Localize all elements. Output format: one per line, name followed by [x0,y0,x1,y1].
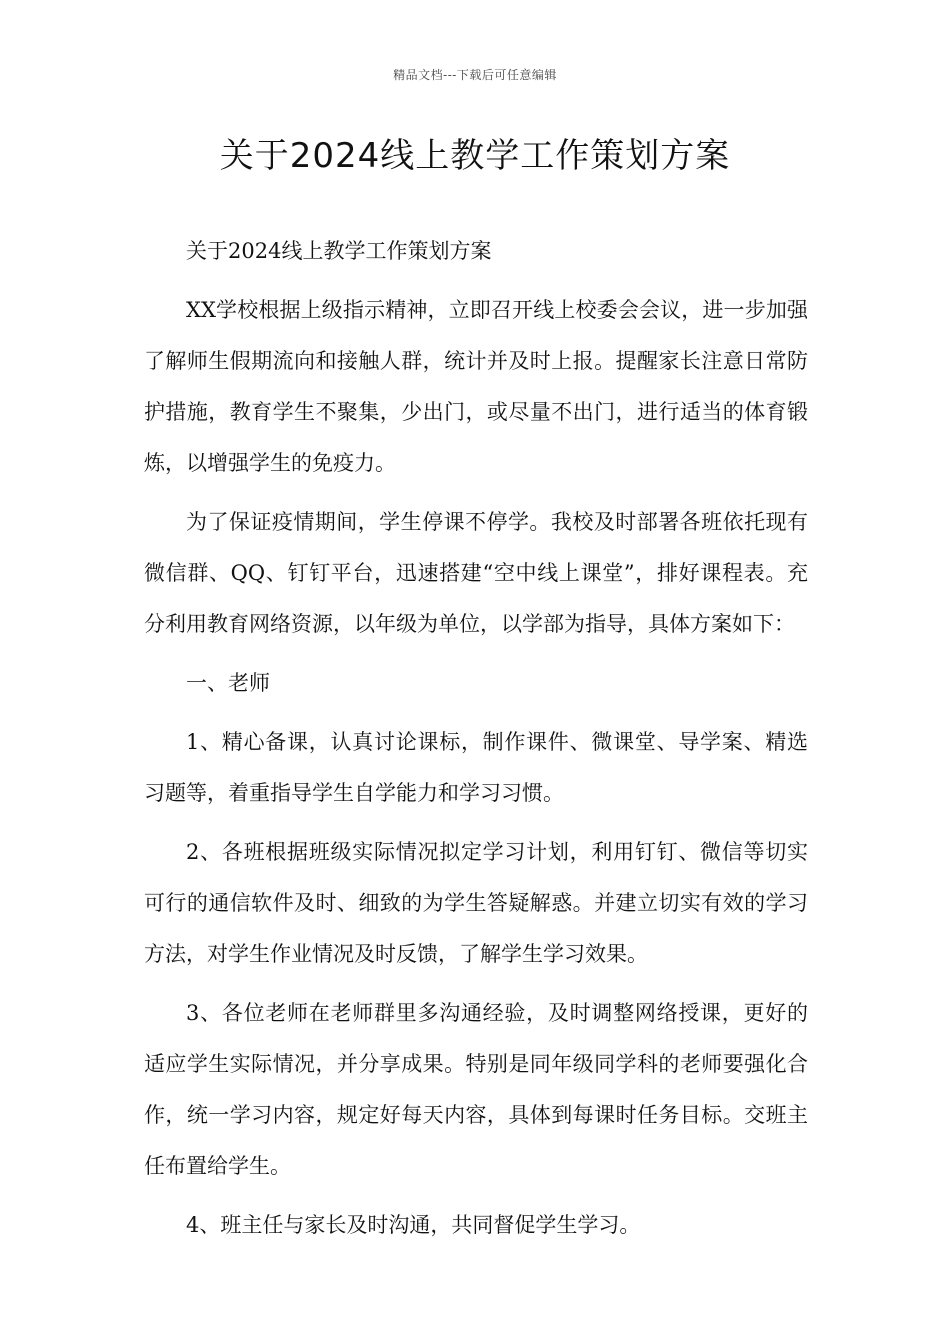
section-heading-teachers: 一、老师 [186,671,270,695]
document-body [144,226,808,1259]
paragraph-intro: XX学校根据上级指示精神，立即召开线上校委会会议，进一步加强了解师生假期流向和接触人群，统计并及时上报。提醒家长注意日常防护措施，教育学生不聚集，少出门，或尽量不出门，进行适当的体育锻炼，以增强学生的免疫力。 [144,298,808,475]
header-note: 精品文档---下载后可任意编辑 [393,68,557,82]
paragraph-item-4: 4、班主任与家长及时沟通，共同督促学生学习。 [186,1213,641,1237]
paragraph-plan: 为了保证疫情期间，学生停课不停学。我校及时部署各班依托现有微信群、QQ、钉钉平台，迅速搭建“空中线上课堂”，排好课程表。充分利用教育网络资源，以年级为单位，以学部为指导，具体方案如下： [144,510,808,636]
paragraph-item-1: 1、精心备课，认真讨论课标，制作课件、微课堂、导学案、精选习题等，着重指导学生自学能力和学习习惯。 [144,730,808,805]
paragraph-subtitle: 关于2024线上教学工作策划方案 [186,239,492,263]
paragraph-item-3: 3、各位老师在老师群里多沟通经验，及时调整网络授课，更好的适应学生实际情况，并分享成果。特别是同年级同学科的老师要强化合作，统一学习内容，规定好每天内容，具体到每课时任务目标。交班主任布置给学生。 [144,1001,808,1178]
document-title: 关于2024线上教学工作策划方案 [219,136,731,176]
paragraph-item-2: 2、各班根据班级实际情况拟定学习计划，利用钉钉、微信等切实可行的通信软件及时、细致的为学生答疑解惑。并建立切实有效的学习方法，对学生作业情况及时反馈，了解学生学习效果。 [144,840,808,966]
